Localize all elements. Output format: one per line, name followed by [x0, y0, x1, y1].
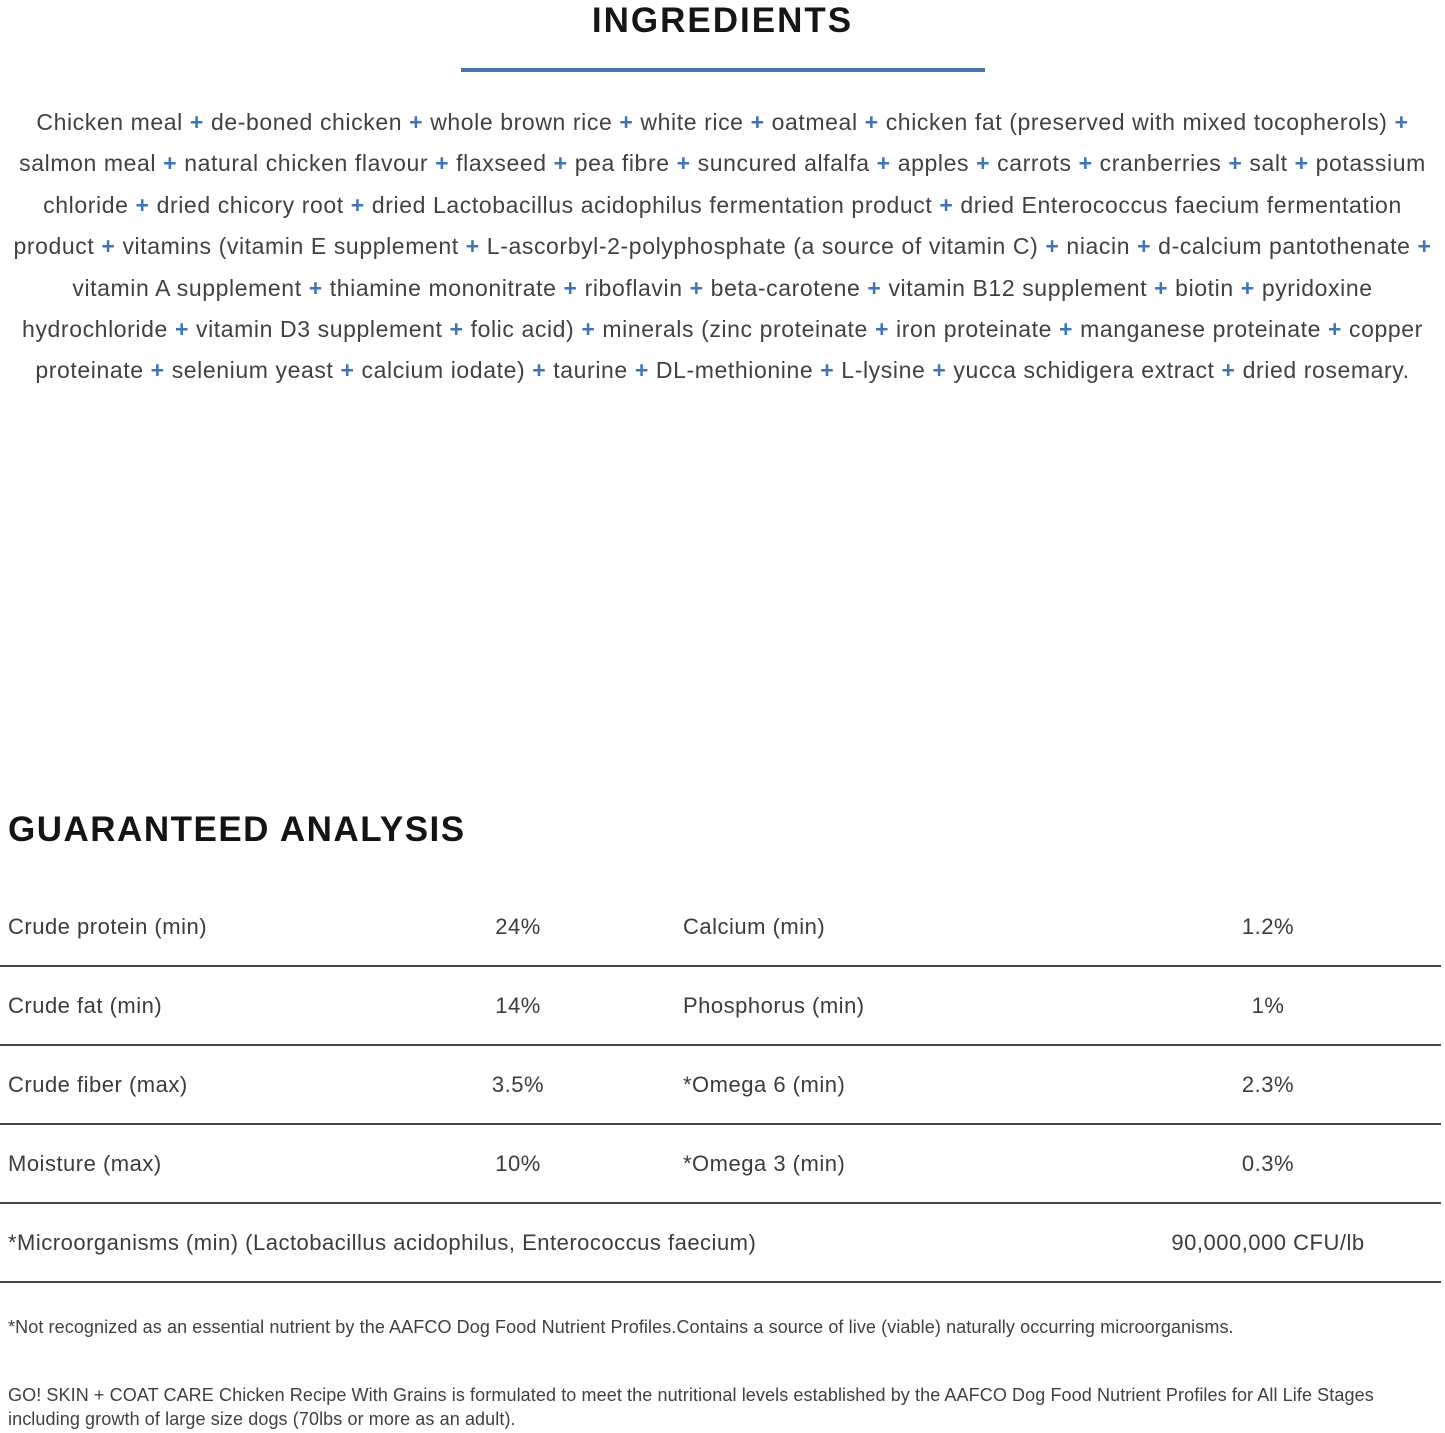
- plus-separator: +: [864, 109, 879, 135]
- plus-separator: +: [689, 274, 704, 301]
- analysis-label: Crude fat (min): [8, 992, 163, 1018]
- plus-separator: +: [163, 150, 178, 177]
- microorganisms-row: [0, 1204, 1441, 1283]
- analysis-label: Phosphorus (min): [683, 992, 865, 1018]
- analysis-value: 1.2%: [1241, 913, 1295, 939]
- plus-separator: +: [876, 150, 891, 177]
- plus-separator: +: [1045, 233, 1060, 260]
- plus-separator: +: [435, 150, 450, 177]
- analysis-row: [0, 1125, 1441, 1204]
- plus-separator: +: [135, 191, 150, 218]
- analysis-row: [0, 888, 1441, 967]
- plus-separator: +: [874, 316, 889, 343]
- plus-separator: +: [308, 274, 323, 301]
- guaranteed-analysis-section: [0, 810, 1445, 1431]
- analysis-row: [0, 967, 1441, 1046]
- analysis-label: *Omega 3 (min): [683, 1150, 846, 1176]
- plus-separator: +: [634, 357, 649, 384]
- analysis-value: 3.5%: [491, 1071, 545, 1097]
- plus-separator: +: [101, 233, 116, 260]
- analysis-label: *Microorganisms (min) (Lactobacillus acidophilus, Enterococcus faecium): [8, 1229, 757, 1255]
- analysis-value: 24%: [495, 913, 541, 939]
- plus-separator: +: [1154, 274, 1169, 301]
- plus-separator: +: [340, 357, 355, 384]
- analysis-value: 10%: [495, 1150, 541, 1176]
- aafco-footnote: *Not recognized as an essential nutrient by the AAFCO Dog Food Nutrient Profiles.Contains a source of live (viable) naturally occurring microorganisms.: [8, 1317, 1234, 1337]
- plus-separator: +: [867, 274, 882, 301]
- guaranteed-analysis-title: GUARANTEED ANALYSIS: [8, 810, 466, 849]
- plus-separator: +: [1240, 274, 1255, 301]
- plus-separator: +: [1417, 233, 1432, 260]
- plus-separator: +: [750, 109, 765, 135]
- analysis-row: [0, 1046, 1441, 1125]
- plus-separator: +: [976, 150, 991, 177]
- analysis-label: Moisture (max): [8, 1150, 162, 1176]
- plus-separator: +: [1228, 150, 1243, 177]
- analysis-value: 2.3%: [1241, 1071, 1295, 1097]
- analysis-value: 0.3%: [1241, 1150, 1295, 1176]
- analysis-label: Crude protein (min): [8, 913, 208, 939]
- plus-separator: +: [409, 109, 424, 135]
- plus-separator: +: [932, 357, 947, 384]
- plus-separator: +: [150, 357, 165, 384]
- plus-separator: +: [563, 274, 578, 301]
- plus-separator: +: [189, 109, 204, 135]
- analysis-label: Calcium (min): [683, 913, 826, 939]
- plus-separator: +: [1059, 316, 1074, 343]
- ingredients-paragraph: Chicken meal + de-boned chicken + whole brown rice + white rice + oatmeal + chicken fat (preserved with mixed tocopherols) + salmon meal + natural chicken flavour + flaxseed + pea fibre + suncured alfalfa + apples + carrots + cranberries + salt + potassium chloride + dried chicory root + dried Lactobacillus acidophilus fermentation product + dried Enterococcus faecium fermentation product + vitamins (vitamin E supplement + L-ascorbyl-2-polyphosphate (a source of vitamin C) + niacin + d-calcium pantothenate + vitamin A supplement + thiamine mononitrate + riboflavin + beta-carotene + vitamin B12 supplement + biotin + pyridoxine hydrochloride + vitamin D3 supplement + folic acid) + minerals (zinc proteinate + iron proteinate + manganese proteinate + copper proteinate + selenium yeast + calcium iodate) + taurine + DL-methionine + L-lysine + yucca schidigera extract + dried rosemary.: [13, 109, 1432, 384]
- plus-separator: +: [1294, 150, 1309, 177]
- plus-separator: +: [350, 191, 365, 218]
- plus-separator: +: [553, 150, 568, 177]
- plus-separator: +: [820, 357, 835, 384]
- plus-separator: +: [676, 150, 691, 177]
- ingredients-title: INGREDIENTS: [591, 1, 854, 40]
- plus-separator: +: [619, 109, 634, 135]
- formulation-footnote: GO! SKIN + COAT CARE Chicken Recipe With Grains is formulated to meet the nutritional levels established by the AAFCO Dog Food Nutrient Profiles for All Life Stages including growth of large size dogs (70lbs or more as an adult).: [8, 1385, 1374, 1429]
- plus-separator: +: [1137, 233, 1152, 260]
- analysis-value: 90,000,000 CFU/lb: [1171, 1229, 1365, 1255]
- analysis-value: 14%: [495, 992, 541, 1018]
- plus-separator: +: [1394, 109, 1409, 135]
- analysis-label: *Omega 6 (min): [683, 1071, 846, 1097]
- plus-separator: +: [465, 233, 480, 260]
- plus-separator: +: [1327, 316, 1343, 343]
- plus-separator: +: [1078, 150, 1093, 177]
- analysis-label: Crude fiber (max): [8, 1071, 188, 1097]
- plus-separator: +: [449, 316, 464, 343]
- plus-separator: +: [1221, 357, 1236, 384]
- ingredients-divider: [461, 68, 985, 72]
- plus-separator: +: [939, 191, 954, 218]
- plus-separator: +: [174, 316, 189, 343]
- guaranteed-analysis-table: [0, 888, 1441, 1283]
- analysis-value: 1%: [1251, 992, 1285, 1018]
- plus-separator: +: [532, 357, 547, 384]
- plus-separator: +: [581, 316, 596, 343]
